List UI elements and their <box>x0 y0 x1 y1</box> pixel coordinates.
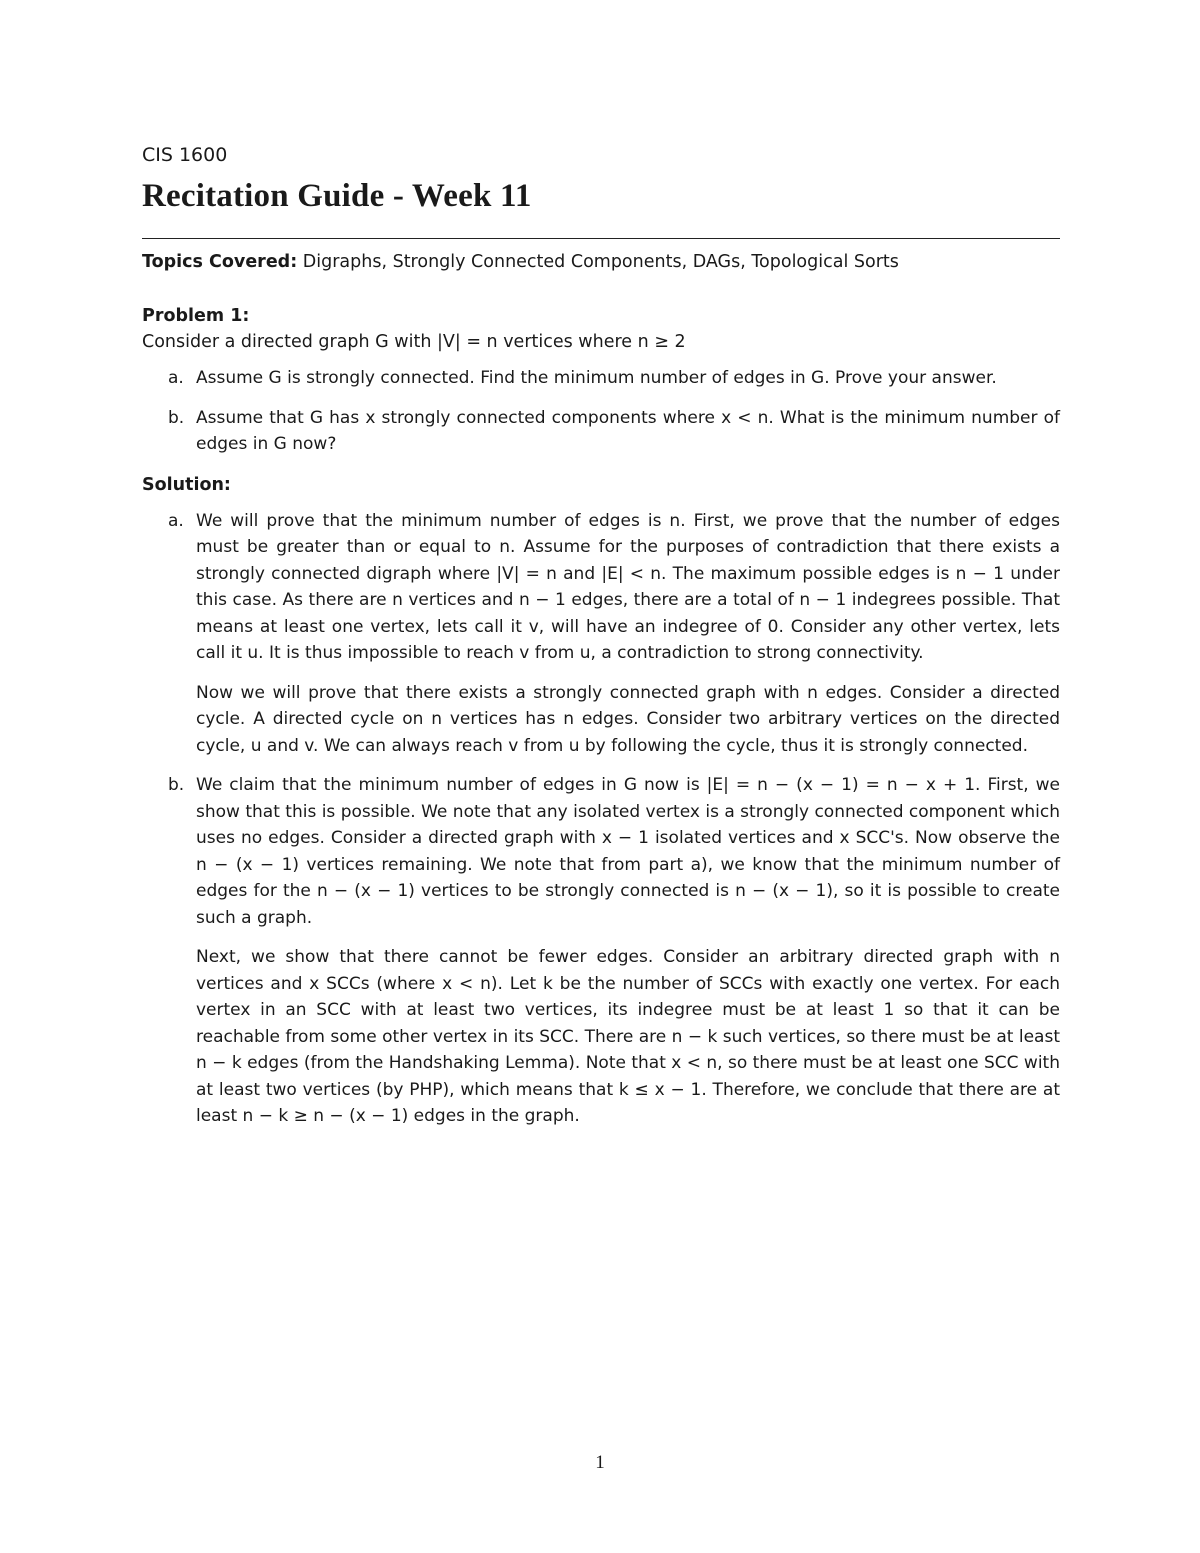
solution-paragraph: Now we will prove that there exists a strongly connected graph with n edges. Consider a directed cycle. A directed cycle on n vertices has n edges. Consider two arbitrary vertices on the directed cycle, u and v. We can always reach v from u by following the cycle, thus it is strongly connected. <box>196 682 1060 756</box>
topics-label: Topics Covered: <box>142 252 298 272</box>
course-code: CIS 1600 <box>142 144 228 166</box>
problem-part-b <box>142 405 1060 458</box>
document-page <box>142 140 1060 1143</box>
part-marker: b. <box>168 407 185 428</box>
problem-part-a <box>142 365 1060 392</box>
part-marker: a. <box>168 510 184 531</box>
part-marker: a. <box>168 368 184 388</box>
page-number: 1 <box>595 1452 605 1473</box>
problem-part-text: Assume G is strongly connected. Find the minimum number of edges in G. Prove your answer. <box>196 368 997 388</box>
topics-covered <box>142 249 1060 275</box>
problem-part-text: Assume that G has x strongly connected components where x < n. What is the minimum number of edges in G now? <box>196 407 1060 454</box>
solution-paragraph: We claim that the minimum number of edges in G now is |E| = n − (x − 1) = n − x + 1. First, we show that this is possible. We note that any isolated vertex is a strongly connected component which uses no edges. Consider a directed graph with x − 1 isolated vertices and x SCC's. Now observe the n − (x − 1) vertices remaining. We note that from part a), we know that the minimum number of edges for the n − (x − 1) vertices to be strongly connected is n − (x − 1), so it is possible to create such a graph. <box>196 775 1060 928</box>
title-divider <box>142 238 1060 239</box>
topics-text: Digraphs, Strongly Connected Components, DAGs, Topological Sorts <box>297 252 899 272</box>
problem-heading: Problem 1: <box>142 306 250 326</box>
solution-parts <box>142 508 1060 1130</box>
solution-heading: Solution: <box>142 474 231 495</box>
solution-part-b <box>142 772 1060 1130</box>
problem-parts <box>142 365 1060 458</box>
part-marker: b. <box>168 775 185 795</box>
solution-paragraph: Next, we show that there cannot be fewer edges. Consider an arbitrary directed graph with n vertices and x SCCs (where x < n). Let k be the number of SCCs with exactly one vertex. For each vertex in an SCC with at least two vertices, its indegree must be at least 1 so that it can be reachable from some other vertex in its SCC. There are n − k such vertices, so there must be at least n − k edges (from the Handshaking Lemma). Note that x < n, so there must be at least one SCC with at least two vertices (by PHP), which means that k ≤ x − 1. Therefore, we conclude that there are at least n − k ≥ n − (x − 1) edges in the graph. <box>196 947 1060 1126</box>
page-title: Recitation Guide - Week 11 <box>142 178 532 214</box>
problem-statement: Consider a directed graph G with |V| = n vertices where n ≥ 2 <box>142 332 686 352</box>
solution-paragraph: We will prove that the minimum number of edges is n. First, we prove that the number of edges must be greater than or equal to n. Assume for the purposes of contradiction that there exists a strongly connected digraph where |V| = n and |E| < n. The maximum possible edges is n − 1 under this case. As there are n vertices and n − 1 edges, there are a total of n − 1 indegrees possible. That means at least one vertex, lets call it v, will have an indegree of 0. Consider any other vertex, lets call it u. It is thus impossible to reach v from u, a contradiction to strong connectivity. <box>196 510 1060 663</box>
solution-part-a <box>142 508 1060 760</box>
